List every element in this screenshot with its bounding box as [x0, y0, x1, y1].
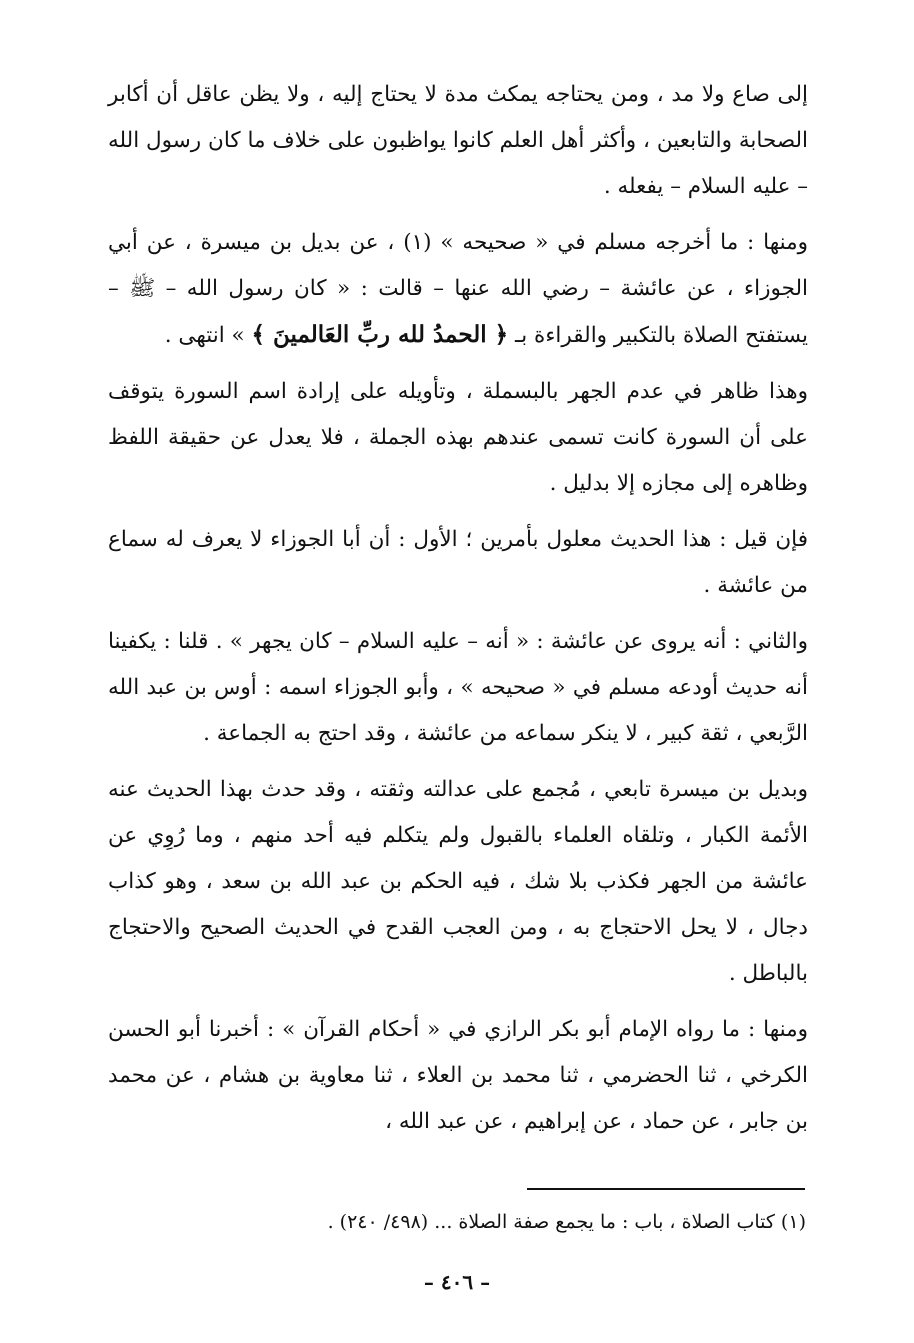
footnote: (١) كتاب الصلاة ، باب : ما يجمع صفة الصلاة ... (٤٩٨/ ٢٤٠) .: [327, 1211, 806, 1233]
paragraph-6: وبديل بن ميسرة تابعي ، مُجمع على عدالته وثقته ، وقد حدث بهذا الحديث عنه الأئمة الكبار ، وتلقاه العلماء بالقبول ولم يتكلم فيه أحد منهم ، وما رُوِي عن عائشة من الجهر فكذب بلا شك ، فيه الحكم بن عبد الله بن سعد ، وهو كذاب دجال ، لا يحل الاحتجاج به ، ومن العجب القدح في الحديث الصحيح والاحتجاج بالباطل .: [108, 777, 808, 986]
paragraph-2-tail: » انتهى .: [164, 323, 245, 348]
footnote-divider: [527, 1188, 805, 1190]
page-number: – ٤٠٦ –: [423, 1270, 491, 1294]
body-text: [108, 72, 808, 1145]
paragraph-1: إلى صاع ولا مد ، ومن يحتاجه يمكث مدة لا يحتاج إليه ، ولا يظن عاقل أن أكابر الصحابة والتابعين ، وأكثر أهل العلم كانوا يواظبون على خلاف ما كان رسول الله – عليه السلام – يفعله .: [108, 82, 808, 199]
paragraph-3: وهذا ظاهر في عدم الجهر بالبسملة ، وتأويله على إرادة اسم السورة يتوقف على أن السورة كانت تسمى عندهم بهذه الجملة ، فلا يعدل عن حقيقة اللفظ وظاهره إلى مجازه إلا بدليل .: [108, 379, 808, 496]
paragraph-4: فإن قيل : هذا الحديث معلول بأمرين ؛ الأول : أن أبا الجوزاء لا يعرف له سماع من عائشة .: [108, 527, 808, 598]
quran-verse: ﴿ الحمدُ لله ربِّ العَالمينَ ﴾: [251, 321, 509, 348]
paragraph-5: والثاني : أنه يروى عن عائشة : « أنه – عليه السلام – كان يجهر » . قلنا : يكفينا أنه حديث أودعه مسلم في « صحيحه » ، وأبو الجوزاء اسمه : أوس بن عبد الله الرَّبعي ، ثقة كبير ، لا ينكر سماعه من عائشة ، وقد احتج به الجماعة .: [108, 629, 808, 746]
paragraph-2-lead: ومنها : ما أخرجه مسلم في « صحيحه » (١) ، عن بديل بن ميسرة ، عن أبي الجوزاء ، عن عائشة – رضي الله عنها – قالت : « كان رسول الله – ﷺ – يستفتح الصلاة بالتكبير والقراءة بـ: [108, 230, 809, 348]
paragraph-2: [108, 220, 808, 359]
paragraph-7: ومنها : ما رواه الإمام أبو بكر الرازي في « أحكام القرآن » : أخبرنا أبو الحسن الكرخي ، ثنا الحضرمي ، ثنا محمد بن العلاء ، ثنا معاوية بن هشام ، عن محمد بن جابر ، عن حماد ، عن إبراهيم ، عن عبد الله ،: [108, 1017, 808, 1134]
